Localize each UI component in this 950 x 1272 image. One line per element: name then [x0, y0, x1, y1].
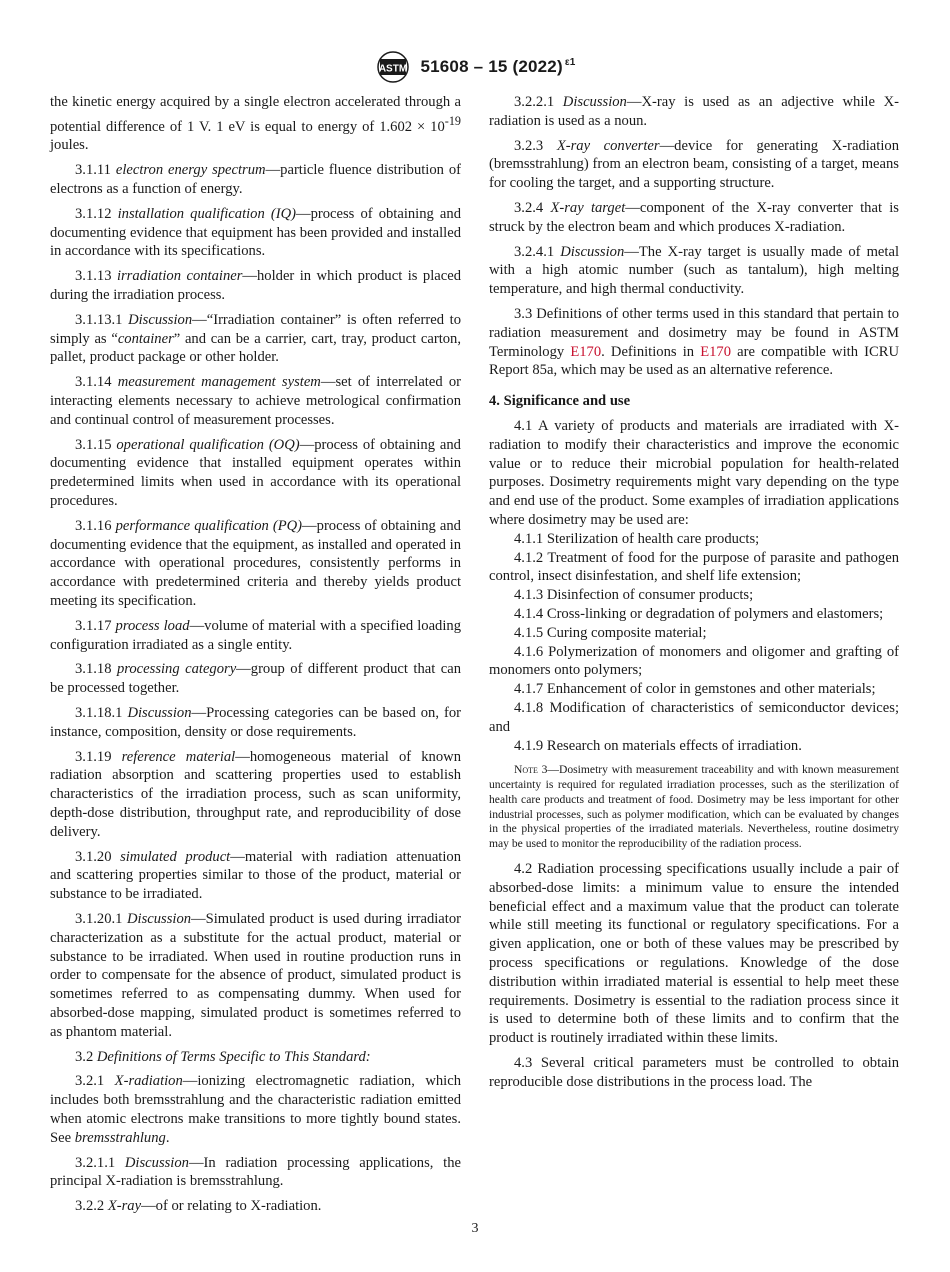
- def-term: Definitions of Terms Specific to This Standard:: [96, 1048, 371, 1065]
- def-term: X-radiation: [114, 1073, 183, 1090]
- def-exponent: -19: [444, 113, 461, 128]
- def-body-emphasis: bremsstrahlung: [74, 1129, 166, 1146]
- header-inner: [374, 50, 575, 84]
- para-4-3: 4.3 Several critical parameters must be controlled to obtain reproducible dose distributions in the process load. The: [489, 1055, 899, 1090]
- def-body: —Processing categories can be based on, for instance, composition, density or dose requirements.: [50, 704, 461, 740]
- def-number: 3.2.1.1: [75, 1154, 125, 1171]
- page-number: 3: [471, 1221, 479, 1236]
- applications-list: [489, 530, 899, 756]
- right-def-3: [489, 243, 899, 299]
- def-term: Discussion: [124, 1154, 189, 1171]
- right-def-2: [489, 199, 899, 237]
- note-3-label: Note 3: [514, 763, 548, 777]
- list-item: 4.1.8 Modification of characteristics of semiconductor devices; and: [489, 699, 899, 735]
- def-term: X-ray: [107, 1198, 142, 1215]
- left-def-4: [50, 311, 461, 367]
- def-body: —In radiation processing applications, the principal X-radiation is bremsstrahlung.: [50, 1154, 462, 1190]
- note-3: [489, 763, 899, 852]
- def-number: 3.1.11: [75, 162, 116, 179]
- def-number: 3.2.4.1: [514, 243, 561, 260]
- right-def-1: [489, 137, 899, 193]
- right-def-0: [489, 93, 899, 131]
- def-text: the kinetic energy acquired by a single electron accelerated through a potential difference of 1 V. 1 eV is equal to energy of 1.602 × 10: [50, 94, 461, 135]
- def-body: —ionizing electromagnetic radiation, which includes both bremsstrahlung and the characteristic radiation emitted when atomic electrons make transitions to more tightly bound states. See: [50, 1073, 461, 1146]
- def-term: operational qualification (OQ): [116, 436, 300, 453]
- left-def-8: [50, 617, 461, 655]
- def-number: 3.1.13: [75, 268, 117, 285]
- def-term: reference material: [121, 748, 236, 765]
- list-item: 4.1.1 Sterilization of health care products;: [514, 530, 760, 547]
- left-def-14: [50, 1048, 461, 1067]
- para-4-2: 4.2 Radiation processing specifications usually include a pair of absorbed-dose limits: a minimum value to ensure the intended beneficial effect and a maximum value that the product can tolerate while still meeting its functional or regulatory specifications. For a given application, one or both of these values may be prescribed by process specifications or regulations. Knowledge of the dose distribution within irradiated material is essential to help meet these requirements. Dosimetry is essential to the radiation process since it is used to determine both of these limits and to confirm that the product is routinely irradiated within these limits.: [489, 861, 899, 1047]
- def-term: Discussion: [126, 910, 192, 927]
- def-body: —process of obtaining and documenting evidence that installed equipment operates within predetermined limits when used in accordance with its operational procedures.: [50, 436, 461, 509]
- para-4-1: 4.1 A variety of products and materials are irradiated with X-radiation to modify their characteristics and improve the economic value or to reduce their microbial population for health-related purposes. Dosimetry requirements might vary depending on the type and end use of the product. Some examples of irradiation applications where dosimetry may be used are:: [489, 417, 899, 528]
- def-term: performance qualification (PQ): [115, 517, 303, 534]
- designation-text: 51608 – 15 (2022): [420, 57, 563, 76]
- left-def-1: [50, 161, 461, 199]
- right-column: [489, 93, 899, 1098]
- page-header: [0, 50, 950, 84]
- def-number: 3.2.2.1: [514, 94, 563, 110]
- def-term: installation qualification (IQ): [117, 205, 296, 222]
- para-3-3: [489, 305, 899, 380]
- def-body: —of or relating to X-radiation.: [141, 1198, 322, 1215]
- def-body: —set of interrelated or interacting elements necessary to achieve metrological confirmation and continual control of measurement processes.: [50, 374, 461, 428]
- def-number: 3.2: [75, 1048, 97, 1065]
- def-term: Discussion: [128, 311, 193, 328]
- left-def-2: [50, 205, 461, 261]
- def-term: X-ray target: [550, 199, 626, 216]
- def-number: 3.2.3: [514, 137, 557, 154]
- def-body: —process of obtaining and documenting evidence that equipment has been provided and installed in accordance with its specifications.: [50, 205, 461, 260]
- left-def-10: [50, 704, 461, 742]
- left-def-13: [50, 910, 461, 1042]
- def-term: Discussion: [127, 704, 192, 721]
- def-body: —“Irradiation container” is often referred to simply as “: [50, 311, 461, 347]
- def-body: —component of the X-ray converter that is struck by the electron beam and which produces X-radiation.: [489, 199, 899, 235]
- note-3-text: —Dosimetry with measurement traceability and with known measurement uncertainty is required for regulated irradiation processes, such as the sterilization of health care products and treatment of food. Dosimetry may be less important for other industrial processes, such as polymer modification, which can be evaluated by changes in the physical properties of the irradiated materials. Nevertheless, routine dosimetry may be used to monitor the reproducibility of the radiation process.: [489, 763, 899, 851]
- list-item: 4.1.5 Curing composite material;: [514, 624, 707, 641]
- def-body: —process of obtaining and documenting evidence that the equipment, as installed and operated in accordance with operational procedures, consistently performs in accordance with predetermined criteria and thereby yields product meeting its specification.: [50, 517, 461, 609]
- list-item: 4.1.9 Research on materials effects of irradiation.: [514, 737, 802, 754]
- def-term: simulated product: [120, 848, 231, 865]
- def-number: 3.1.16: [75, 517, 116, 534]
- para-3-3-text-3: are compatible with ICRU Report 85a, which may be used as an alternative reference.: [489, 343, 899, 379]
- section-4-heading: 4. Significance and use: [489, 393, 631, 410]
- def-body: —particle fluence distribution of electrons as a function of energy.: [50, 162, 462, 198]
- left-def-7: [50, 517, 461, 611]
- def-number: 3.2.2: [75, 1198, 108, 1215]
- list-item: 4.1.4 Cross-linking or degradation of polymers and elastomers;: [514, 605, 884, 622]
- def-body-emphasis: container: [117, 330, 174, 347]
- def-number: 3.1.18.1: [75, 704, 128, 721]
- def-body: —homogeneous material of known radiation absorption and scattering properties used to establish characteristics of the irradiation process, such as scan uniformity, depth-dose distribution, throughput rate, and reproducibility of dose delivery.: [50, 748, 461, 840]
- def-term: process load: [115, 617, 190, 634]
- def-term: Discussion: [560, 243, 625, 260]
- def-number: 3.1.17: [75, 617, 116, 634]
- para-3-3-text-2: . Definitions in: [601, 343, 701, 360]
- def-body-end: .: [165, 1129, 170, 1146]
- right-definitions: [489, 93, 899, 299]
- standard-designation: [420, 57, 575, 77]
- def-text-after: joules.: [50, 137, 89, 154]
- e170-link-2[interactable]: E170: [700, 343, 731, 360]
- def-body-end: ” and can be a carrier, cart, tray, product carton, pallet, product package or other holder.: [50, 330, 461, 366]
- def-number: 3.1.20: [75, 848, 121, 865]
- def-number: 3.1.15: [75, 436, 117, 453]
- list-item: 4.1.7 Enhancement of color in gemstones and other materials;: [514, 681, 876, 698]
- def-number: 3.1.20.1: [75, 910, 127, 927]
- def-number: 3.1.14: [75, 374, 118, 391]
- def-body: —holder in which product is placed during the irradiation process.: [50, 268, 461, 304]
- left-def-9: [50, 660, 461, 698]
- para-3-3-text-1: 3.3 Definitions of other terms used in this standard that pertain to radiation measurement and dosimetry may be found in ASTM Terminology: [489, 305, 899, 360]
- astm-logo-icon: [374, 50, 412, 84]
- e170-link[interactable]: E170: [570, 343, 602, 360]
- def-term: Discussion: [562, 94, 627, 110]
- def-number: 3.1.18: [75, 661, 117, 678]
- left-def-11: [50, 748, 461, 842]
- def-term: irradiation container: [116, 268, 243, 285]
- left-def-0: [50, 93, 461, 155]
- left-def-16: [50, 1154, 461, 1192]
- def-term: measurement management system: [117, 374, 321, 391]
- left-column: [50, 93, 461, 1222]
- def-number: 3.1.19: [75, 748, 122, 765]
- logo-text: ASTM: [379, 63, 408, 75]
- left-def-12: [50, 848, 461, 904]
- def-number: 3.2.4: [514, 199, 551, 216]
- def-body: —group of different product that can be processed together.: [50, 661, 461, 697]
- def-number: 3.2.1: [75, 1073, 115, 1090]
- def-body: —device for generating X-radiation (bremsstrahlung) from an electron beam, consisting of a target, means for cooling the target, and a supporting structure.: [489, 137, 899, 192]
- left-def-3: [50, 267, 461, 305]
- left-def-15: [50, 1072, 461, 1147]
- left-def-5: [50, 373, 461, 429]
- def-term: X-ray converter: [556, 137, 660, 154]
- list-item: 4.1.2 Treatment of food for the purpose of parasite and pathogen control, insect disinfestation, and shelf life extension;: [489, 549, 899, 585]
- def-number: 3.1.13.1: [75, 311, 129, 328]
- def-body: —material with radiation attenuation and scattering properties similar to those of the product, material or substance to be irradiated.: [50, 848, 462, 903]
- def-body: —volume of material with a specified loading configuration irradiated as a single entity.: [50, 617, 461, 653]
- def-term: electron energy spectrum: [115, 162, 266, 179]
- def-body: —X-ray is used as an adjective while X-radiation is used as a noun.: [489, 94, 899, 129]
- def-body: —Simulated product is used during irradiator characterization as a substitute for the actual product, material or substance to be irradiated. When used in routine production runs in order to compensate for the absence of product, simulated product is sometimes referred to as compensating dummy. When used for absorbed-dose mapping, simulated product is sometimes referred to as phantom material.: [50, 910, 461, 1040]
- left-def-6: [50, 436, 461, 511]
- left-def-17: [50, 1197, 461, 1216]
- list-item: 4.1.3 Disinfection of consumer products;: [514, 587, 754, 604]
- list-item: 4.1.6 Polymerization of monomers and oligomer and grafting of monomers onto polymers;: [489, 643, 899, 679]
- epsilon-superscript: ε1: [564, 57, 576, 69]
- def-number: 3.1.12: [75, 205, 118, 222]
- def-body: —The X-ray target is usually made of metal with a high atomic number (such as tantalum), high melting temperature, and high thermal conductivity.: [489, 243, 900, 298]
- def-term: processing category: [116, 661, 237, 678]
